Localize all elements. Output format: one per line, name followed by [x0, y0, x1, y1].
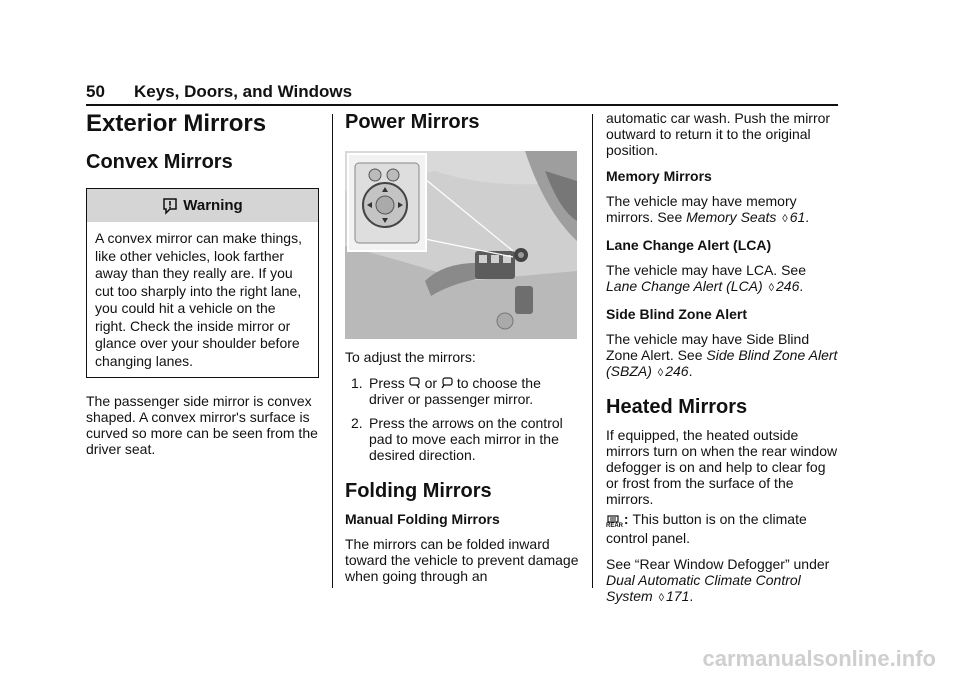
column-divider: [332, 114, 333, 588]
memory-seats-link[interactable]: Memory Seats: [686, 209, 777, 225]
sbza-link[interactable]: Side Blind Zone Alert (SBZA): [606, 347, 838, 379]
column-2: [345, 110, 579, 594]
see-paragraph: See “Rear Window Defogger” under Dual Automatic Climate Control System ◊ 171.: [606, 556, 830, 604]
lca-link[interactable]: Lane Change Alert (LCA): [606, 278, 763, 294]
heading-exterior-mirrors: Exterior Mirrors: [86, 110, 267, 137]
page-ref-icon: ◊: [768, 282, 775, 294]
step1-rest-text: to choose the driver or passenger mirror.: [369, 375, 541, 407]
column-3: [606, 110, 838, 616]
section-title: Keys, Doors, and Windows: [134, 82, 353, 101]
passenger-mirror-icon: [441, 377, 453, 389]
convex-paragraph: The passenger side mirror is convex shaped. A convex mirror's surface is curved so more can be seen from the driver seat.: [86, 393, 318, 457]
rear-defog-paragraph: REAR : This button is on the climate control panel.: [606, 511, 807, 546]
list-item: 2. Press the arrows on the control pad to move each mirror in the desired direction.: [351, 415, 563, 463]
step1-or-text: or: [424, 375, 438, 391]
carwash-text: automatic car wash. Push the mirror outward to return it to the original position.: [606, 110, 831, 158]
climate-control-link[interactable]: Dual Automatic Climate Control System: [606, 572, 801, 604]
sbza-paragraph: The vehicle may have Side Blind Zone Alert. See Side Blind Zone Alert (SBZA) ◊ 246.: [606, 331, 838, 379]
heading-sbza: Side Blind Zone Alert: [606, 306, 748, 322]
page-ref-icon: ◊: [657, 367, 664, 379]
rear-defog-icon: REAR: [606, 515, 620, 530]
warning-label: Warning: [183, 196, 243, 214]
heated-paragraph: If equipped, the heated outside mirrors turn on when the rear window defogger is on and help to clear fog or frost from the surface of the mirrors.: [606, 427, 838, 507]
header-rule: [86, 104, 838, 106]
heading-lca: Lane Change Alert (LCA): [606, 237, 772, 253]
heading-heated-mirrors: Heated Mirrors: [606, 396, 748, 418]
adjust-steps: [345, 375, 579, 463]
driver-mirror-icon: [409, 377, 421, 389]
column-divider: [592, 114, 593, 588]
heading-memory-mirrors: Memory Mirrors: [606, 168, 712, 184]
step1-press-text: Press: [369, 375, 405, 391]
manual-folding-text: The mirrors can be folded inward toward the vehicle to prevent damage when going through an: [345, 536, 579, 584]
lca-paragraph: The vehicle may have LCA. See Lane Change Alert (LCA) ◊ 246.: [606, 262, 806, 294]
heading-power-mirrors: Power Mirrors: [345, 111, 480, 133]
heading-manual-folding: Manual Folding Mirrors: [345, 511, 500, 527]
watermark: carmanualsonline.info: [702, 646, 936, 671]
warning-text: A convex mirror can make things, like other vehicles, look farther away than they really are. If you cut too sharply into the right lane, you could hit a vehicle on the right. Check the inside mirror or glance over your shoulder before changing lanes.: [95, 230, 302, 369]
memory-paragraph: The vehicle may have memory mirrors. See Memory Seats ◊ 61.: [606, 193, 810, 225]
list-item: 1. Press or to choose the driver or passenger mirror.: [351, 375, 541, 407]
adjust-intro: To adjust the mirrors:: [345, 349, 476, 365]
mirror-control-photo: [345, 151, 577, 339]
heading-folding-mirrors: Folding Mirrors: [345, 480, 492, 502]
warning-header: [87, 189, 318, 222]
page-ref-icon: ◊: [782, 213, 788, 225]
warning-icon: [162, 197, 178, 215]
page-ref-icon: ◊: [658, 592, 665, 604]
page-number: 50: [86, 82, 105, 101]
heading-convex-mirrors: Convex Mirrors: [86, 151, 233, 173]
warning-box: [86, 188, 319, 378]
page-header: [86, 82, 838, 102]
step2-text: Press the arrows on the control pad to move each mirror in the desired direction.: [369, 415, 563, 463]
column-1: [86, 110, 319, 467]
